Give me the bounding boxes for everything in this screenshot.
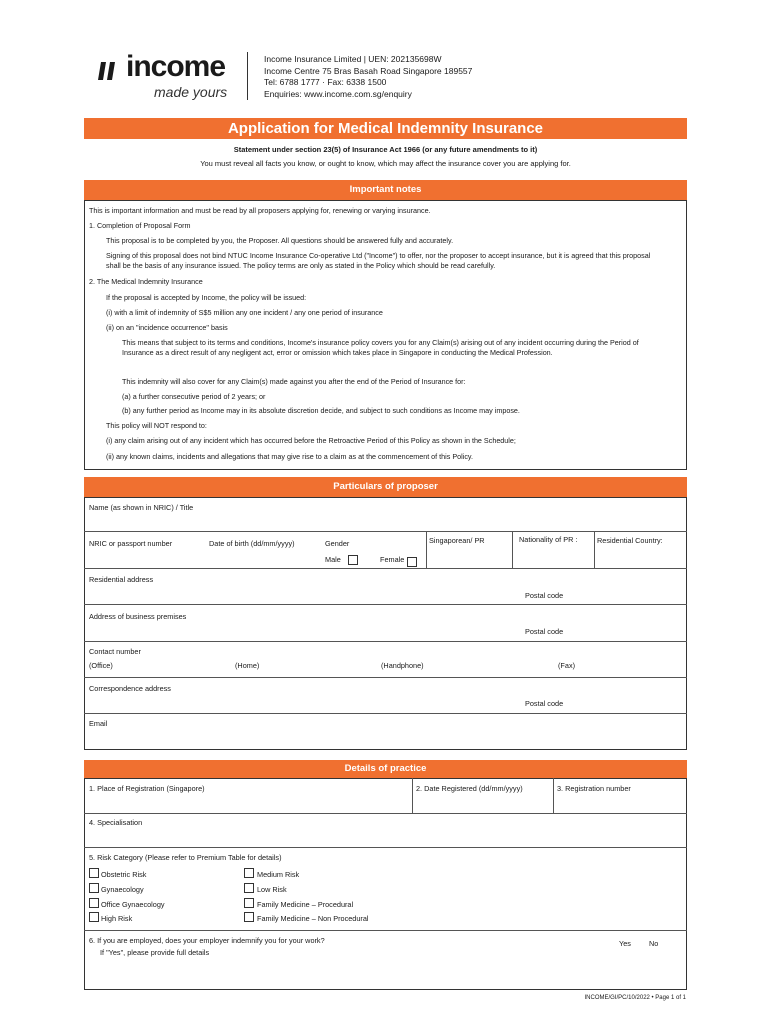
home-label: (Home)	[235, 661, 260, 670]
residential-country-label: Residential Country:	[597, 536, 663, 545]
gender-label: Gender	[325, 539, 350, 548]
notes-item2-intro: If the proposal is accepted by Income, the policy will be issued:	[106, 293, 307, 302]
row-divider	[84, 604, 687, 605]
yes-option[interactable]: Yes	[619, 939, 631, 948]
dob-label: Date of birth (dd/mm/yyyy)	[209, 539, 295, 548]
employer-question-details: If "Yes", please provide full details	[100, 948, 210, 957]
company-line: Income Centre 75 Bras Basah Road Singapore 189557	[264, 65, 473, 76]
proposer-heading: Particulars of proposer	[84, 477, 687, 497]
notes-item2-not: This policy will NOT respond to:	[106, 421, 207, 430]
col-divider	[553, 778, 554, 813]
risk-checkbox-medium[interactable]	[244, 868, 254, 878]
correspondence-label: Correspondence address	[89, 684, 171, 693]
notes-item2-means: This means that subject to its terms and conditions, Income's insurance policy covers you for any Claim(s) arising out of any incident occurring during the Period of Insurance as a direct result of any negligent act, error or omission which takes place in Singapore in conducting the Medical Profession.	[122, 338, 639, 357]
business-address-label: Address of business premises	[89, 612, 187, 621]
office-label: (Office)	[89, 661, 113, 670]
specialisation-label: 4. Specialisation	[89, 818, 143, 827]
risk-label-office-gynaecology: Office Gynaecology	[101, 900, 165, 909]
risk-checkbox-office-gynaecology[interactable]	[89, 898, 99, 908]
risk-label-gynaecology: Gynaecology	[101, 885, 144, 894]
col-divider	[426, 531, 427, 568]
email-label: Email	[89, 719, 108, 728]
risk-label-obstetric: Obstetric Risk	[101, 870, 147, 879]
page-title: Application for Medical Indemnity Insurance	[84, 118, 687, 139]
date-registered-label: 2. Date Registered (dd/mm/yyyy)	[416, 784, 523, 793]
handphone-label: (Handphone)	[381, 661, 424, 670]
col-divider	[412, 778, 413, 813]
female-label: Female	[380, 555, 405, 564]
male-checkbox[interactable]	[348, 555, 358, 565]
notes-item2-cover: This indemnity will also cover for any Claim(s) made against you after the end of the Period of Insurance for:	[122, 377, 466, 386]
risk-checkbox-fm-non-procedural[interactable]	[244, 912, 254, 922]
practice-heading: Details of practice	[84, 760, 687, 778]
risk-label-high: High Risk	[101, 914, 133, 923]
row-divider	[84, 641, 687, 642]
risk-label-low: Low Risk	[257, 885, 287, 894]
notes-item2-not-ii: (ii) any known claims, incidents and allegations that may give rise to a claim as at the commencement of this Policy.	[106, 452, 473, 461]
important-notes-heading: Important notes	[84, 180, 687, 200]
name-field[interactable]	[90, 514, 680, 530]
postal-code-label: Postal code	[525, 591, 564, 600]
disclosure-text: You must reveal all facts you know, or ought to know, which may affect the insurance cover you are applying for.	[200, 159, 571, 168]
notes-item2-b: (b) any further period as Income may in its absolute discretion decide, and subject to such conditions as Income may impose.	[122, 406, 520, 415]
notes-item2-not-i: (i) any claim arising out of any incident which has occurred before the Retroactive Period of this Policy as shown in the Schedule;	[106, 436, 516, 445]
col-divider	[512, 531, 513, 568]
contact-number-label: Contact number	[89, 647, 141, 656]
fax-label: (Fax)	[558, 661, 576, 670]
notes-item1-title: 1. Completion of Proposal Form	[89, 221, 191, 230]
row-divider	[84, 713, 687, 714]
employer-question: 6. If you are employed, does your employer indemnify you for your work?	[89, 936, 325, 945]
nric-label: NRIC or passport number	[89, 539, 173, 548]
risk-label-fm-non-procedural: Family Medicine – Non Procedural	[257, 914, 369, 923]
notes-item1-p2: Signing of this proposal does not bind NTUC Income Insurance Co-operative Ltd ("Income") to offer, nor the proposer to accept insurance, but it is agreed that this proposal shall be the basis of any insurance issued. The policy terms are only as stated in the Policy which should be read carefully.	[106, 251, 651, 270]
notes-item2-ii: (ii) on an "incidence occurrence" basis	[106, 323, 228, 332]
nationality-pr-label: Nationality of PR :	[519, 535, 578, 544]
risk-checkbox-fm-procedural[interactable]	[244, 898, 254, 908]
risk-label-medium: Medium Risk	[257, 870, 300, 879]
risk-label-fm-procedural: Family Medicine – Procedural	[257, 900, 354, 909]
female-checkbox[interactable]	[407, 557, 417, 567]
registration-number-label: 3. Registration number	[557, 784, 631, 793]
row-divider	[84, 930, 687, 931]
place-registration-label: 1. Place of Registration (Singapore)	[89, 784, 205, 793]
company-line: Income Insurance Limited | UEN: 202135698W	[264, 54, 442, 64]
risk-checkbox-low[interactable]	[244, 883, 254, 893]
income-logo-icon	[98, 54, 124, 84]
company-info	[264, 54, 472, 100]
no-option[interactable]: No	[649, 939, 659, 948]
statement-text: Statement under section 23(5) of Insurance Act 1966 (or any future amendments to it)	[233, 145, 538, 154]
postal-code-label: Postal code	[525, 627, 564, 636]
row-divider	[84, 677, 687, 678]
singaporean-pr-label: Singaporean/ PR	[429, 536, 485, 545]
company-line: Enquiries: www.income.com.sg/enquiry	[264, 88, 412, 99]
notes-item2-a: (a) a further consecutive period of 2 years; or	[122, 392, 266, 401]
row-divider	[84, 568, 687, 569]
practice-box	[84, 778, 687, 990]
row-divider	[84, 847, 687, 848]
risk-checkbox-gynaecology[interactable]	[89, 883, 99, 893]
risk-category-label: 5. Risk Category (Please refer to Premium Table for details)	[89, 853, 282, 862]
male-label: Male	[325, 555, 341, 564]
name-label: Name (as shown in NRIC) / Title	[89, 503, 194, 512]
risk-checkbox-obstetric[interactable]	[89, 868, 99, 878]
notes-intro: This is important information and must be read by all proposers applying for, renewing or varying insurance.	[89, 206, 431, 215]
postal-code-label: Postal code	[525, 699, 564, 708]
header-divider	[247, 52, 248, 100]
form-reference-footer: INCOME/GI/PC/10/2022 • Page 1 of 1	[584, 995, 686, 1001]
notes-item2-i: (i) with a limit of indemnity of S$5 million any one incident / any one period of insurance	[106, 308, 383, 317]
row-divider	[84, 531, 687, 532]
risk-checkbox-high[interactable]	[89, 912, 99, 922]
logo-tagline: made yours	[154, 84, 228, 100]
logo-wordmark: income	[126, 50, 226, 83]
col-divider	[594, 531, 595, 568]
company-line: Tel: 6788 1777 · Fax: 6338 1500	[264, 77, 387, 87]
notes-item1-p1: This proposal is to be completed by you, the Proposer. All questions should be answered fully and accurately.	[106, 236, 454, 245]
residential-address-label: Residential address	[89, 575, 154, 584]
row-divider	[84, 813, 687, 814]
notes-item2-title: 2. The Medical Indemnity Insurance	[89, 277, 203, 286]
